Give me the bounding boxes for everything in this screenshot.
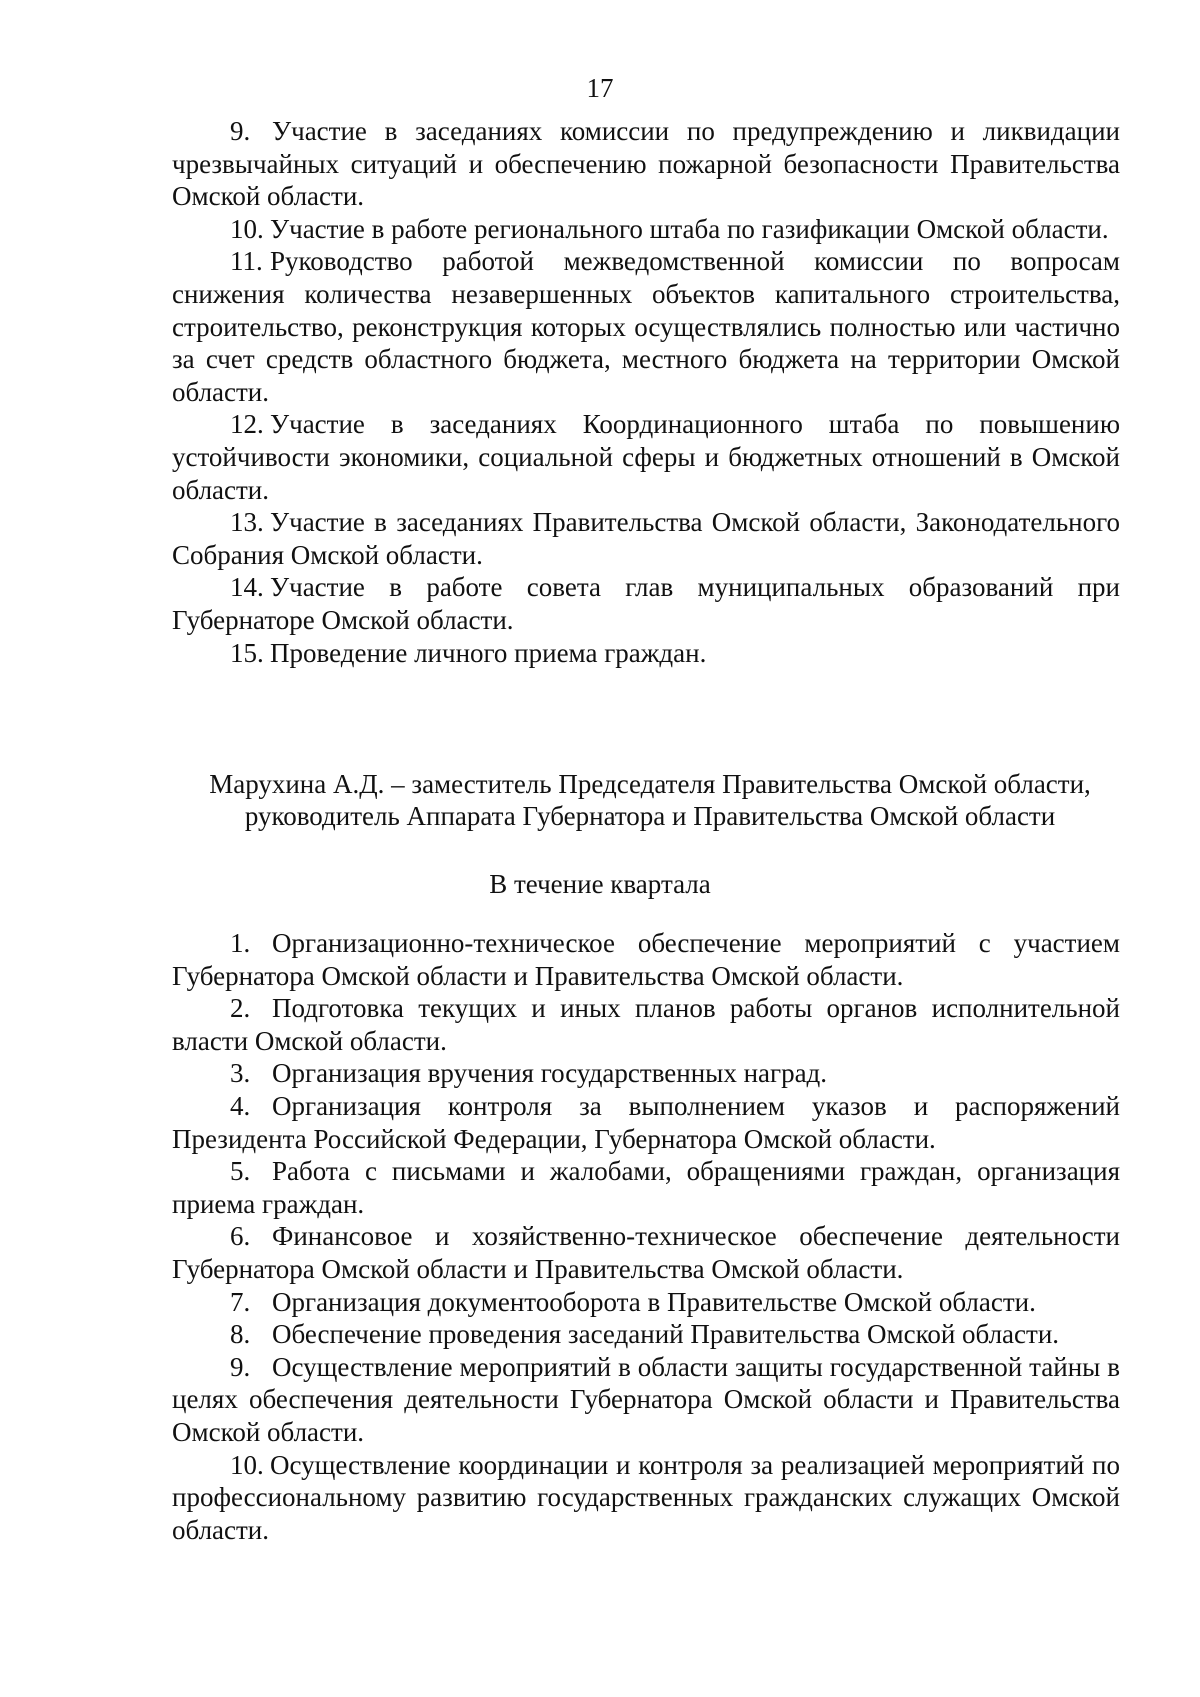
item-text: Участие в заседаниях комиссии по предупреждению и ликвидации чрезвычайных ситуаций и обеспечению пожарной безопасности Правительства Омской области.: [172, 116, 1120, 212]
item-number: 9.: [230, 116, 251, 146]
item-number: 14.: [230, 572, 264, 603]
list-item: [172, 637, 1120, 670]
item-text: Финансовое и хозяйственно-техническое обеспечение деятельности Губернатора Омской области и Правительства Омской области.: [172, 1221, 1120, 1284]
heading-line-2: руководитель Аппарата Губернатора и Правительства Омской области: [244, 801, 1056, 831]
item-text: Проведение личного приема граждан.: [270, 637, 707, 668]
item-text: Обеспечение проведения заседаний Правительства Омской области.: [272, 1319, 1060, 1350]
item-text: Организация документооборота в Правительстве Омской области.: [272, 1286, 1036, 1317]
item-number: 10.: [230, 1449, 264, 1480]
list-item: [172, 571, 1120, 636]
list-item: [172, 1057, 1120, 1090]
item-text: Участие в работе совета глав муниципальных образований при Губернаторе Омской области.: [172, 572, 1120, 635]
item-number: 3.: [230, 1058, 251, 1089]
section-one-list: [172, 115, 1120, 669]
item-text: Работа с письмами и жалобами, обращениями граждан, организация приема граждан.: [172, 1156, 1120, 1219]
item-number: 6.: [230, 1221, 251, 1252]
list-item: [172, 245, 1120, 408]
item-number: 9.: [230, 1351, 251, 1382]
item-number: 1.: [230, 928, 251, 958]
list-item: [172, 506, 1120, 571]
item-text: Организация контроля за выполнением указов и распоряжений Президента Российской Федерации, Губернатора Омской области.: [172, 1090, 1120, 1154]
item-text: Участие в заседаниях Правительства Омской области, Законодательного Собрания Омской области.: [172, 507, 1120, 570]
list-item: [172, 1220, 1120, 1285]
item-text: Участие в работе регионального штаба по газификации Омской области.: [270, 213, 1109, 244]
item-number: 11.: [230, 246, 263, 277]
item-text: Осуществление мероприятий в области защиты государственной тайны в целях обеспечения деятельности Губернатора Омской области и Правительства Омской области.: [172, 1351, 1120, 1447]
item-number: 4.: [230, 1090, 251, 1121]
list-item: [172, 1351, 1120, 1449]
list-item: [172, 408, 1120, 506]
page-number: 17: [586, 73, 614, 103]
period-heading: В течение квартала: [489, 869, 711, 899]
list-item: [172, 1286, 1120, 1319]
item-number: 10.: [230, 213, 264, 244]
item-number: 2.: [230, 993, 251, 1024]
list-item: [172, 1318, 1120, 1351]
item-text: Организация вручения государственных наград.: [272, 1058, 828, 1089]
item-text: Участие в заседаниях Координационного штаба по повышению устойчивости экономики, социальной сферы и бюджетных отношений в Омской области.: [172, 409, 1120, 505]
item-text: Подготовка текущих и иных планов работы органов исполнительной власти Омской области.: [172, 993, 1120, 1056]
item-text: Осуществление координации и контроля за реализацией мероприятий по профессиональному развитию государственных гражданских служащих Омской области.: [172, 1449, 1120, 1545]
heading-line-1: Марухина А.Д. – заместитель Председателя Правительства Омской области,: [209, 769, 1091, 799]
list-item: [172, 213, 1120, 246]
list-item: [172, 927, 1120, 992]
item-number: 8.: [230, 1319, 251, 1350]
item-number: 15.: [230, 637, 264, 668]
list-item: [172, 992, 1120, 1057]
list-item: [172, 1090, 1120, 1155]
item-number: 12.: [230, 409, 264, 440]
official-heading: [120, 768, 1180, 832]
item-text: Руководство работой межведомственной комиссии по вопросам снижения количества незавершенных объектов капитального строительства, строительство, реконструкция которых осуществлялись полностью или частично за счет средств областного бюджета, местного бюджета на территории Омской области.: [172, 246, 1120, 407]
item-text: Организационно-техническое обеспечение мероприятий с участием Губернатора Омской области и Правительства Омской области.: [172, 928, 1120, 991]
list-item: [172, 1155, 1120, 1220]
list-item: [172, 1449, 1120, 1547]
item-number: 5.: [230, 1156, 251, 1187]
item-number: 7.: [230, 1286, 251, 1317]
list-item: [172, 115, 1120, 213]
item-number: 13.: [230, 507, 264, 538]
section-two-list: [172, 927, 1120, 1546]
